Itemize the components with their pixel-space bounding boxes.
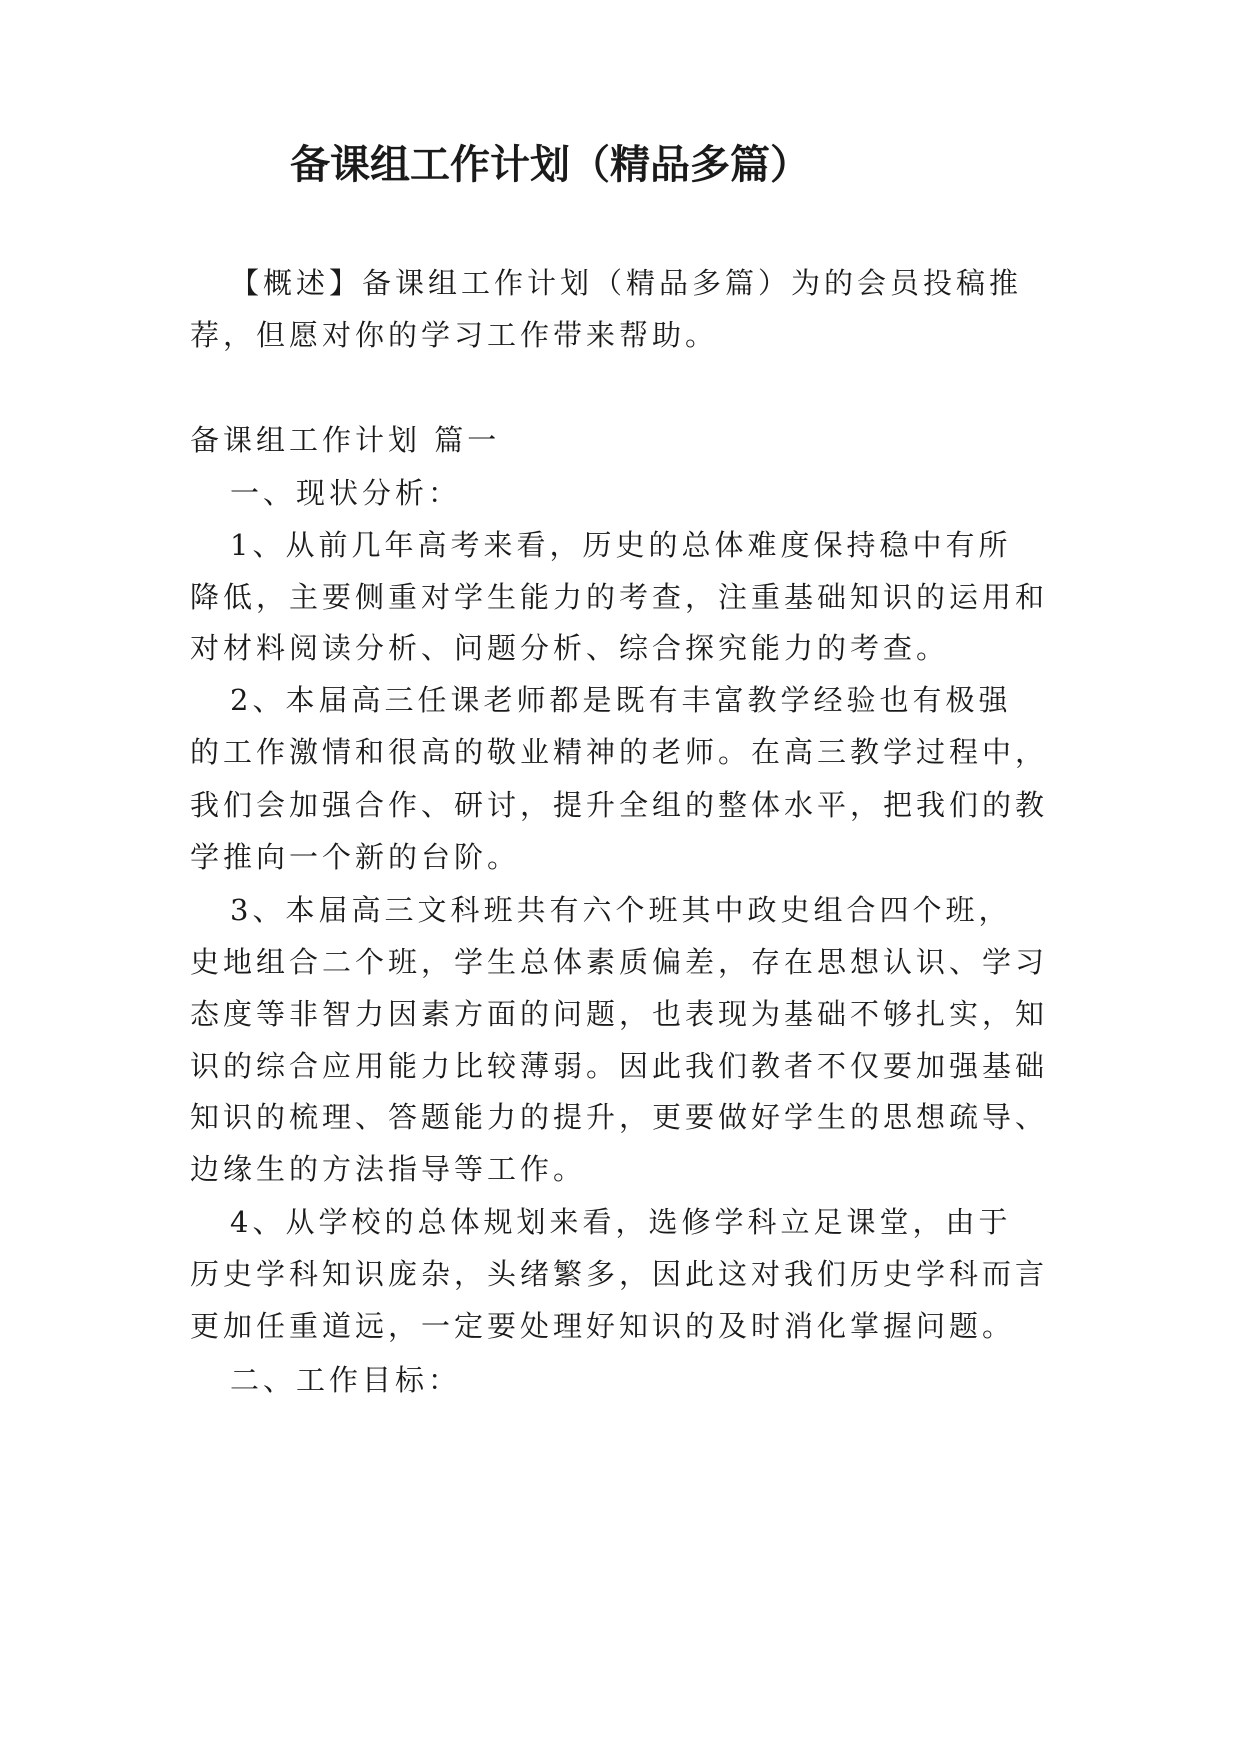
body-line: 降低，主要侧重对学生能力的考查，注重基础知识的运用和 (190, 580, 1049, 614)
body-line: 的工作激情和很高的敬业精神的老师。在高三教学过程中， (190, 735, 1049, 769)
body-line: 识的综合应用能力比较薄弱。因此我们教者不仅要加强基础 (190, 1049, 1049, 1083)
document-title: 备课组工作计划（精品多篇） (290, 141, 810, 188)
subheading-work-goals: 二、工作目标： (230, 1363, 462, 1397)
body-line: 学推向一个新的台阶。 (190, 840, 521, 874)
body-line: 边缘生的方法指导等工作。 (190, 1152, 587, 1186)
body-line: 2、本届高三任课老师都是既有丰富教学经验也有极强 (230, 683, 1012, 717)
body-line: 态度等非智力因素方面的问题，也表现为基础不够扎实，知 (190, 997, 1049, 1031)
body-line: 3、本届高三文科班共有六个班其中政史组合四个班， (230, 893, 1012, 927)
section-title: 备课组工作计划 篇一 (190, 423, 501, 457)
body-line: 历史学科知识庞杂，头绪繁多，因此这对我们历史学科而言 (190, 1257, 1049, 1291)
body-line: 1、从前几年高考来看，历史的总体难度保持稳中有所 (230, 528, 1012, 562)
subheading-status-analysis: 一、现状分析： (230, 476, 462, 510)
body-line: 史地组合二个班，学生总体素质偏差，存在思想认识、学习 (190, 945, 1049, 979)
summary-line: 荐，但愿对你的学习工作带来帮助。 (190, 318, 719, 352)
body-line: 知识的梳理、答题能力的提升，更要做好学生的思想疏导、 (190, 1100, 1049, 1134)
body-line: 对材料阅读分析、问题分析、综合探究能力的考查。 (190, 631, 950, 665)
body-line: 4、从学校的总体规划来看，选修学科立足课堂，由于 (230, 1205, 1012, 1239)
body-line: 更加任重道远，一定要处理好知识的及时消化掌握问题。 (190, 1309, 1016, 1343)
body-line: 我们会加强合作、研讨，提升全组的整体水平，把我们的教 (190, 788, 1049, 822)
summary-line: 【概述】备课组工作计划（精品多篇）为的会员投稿推 (230, 266, 1023, 300)
